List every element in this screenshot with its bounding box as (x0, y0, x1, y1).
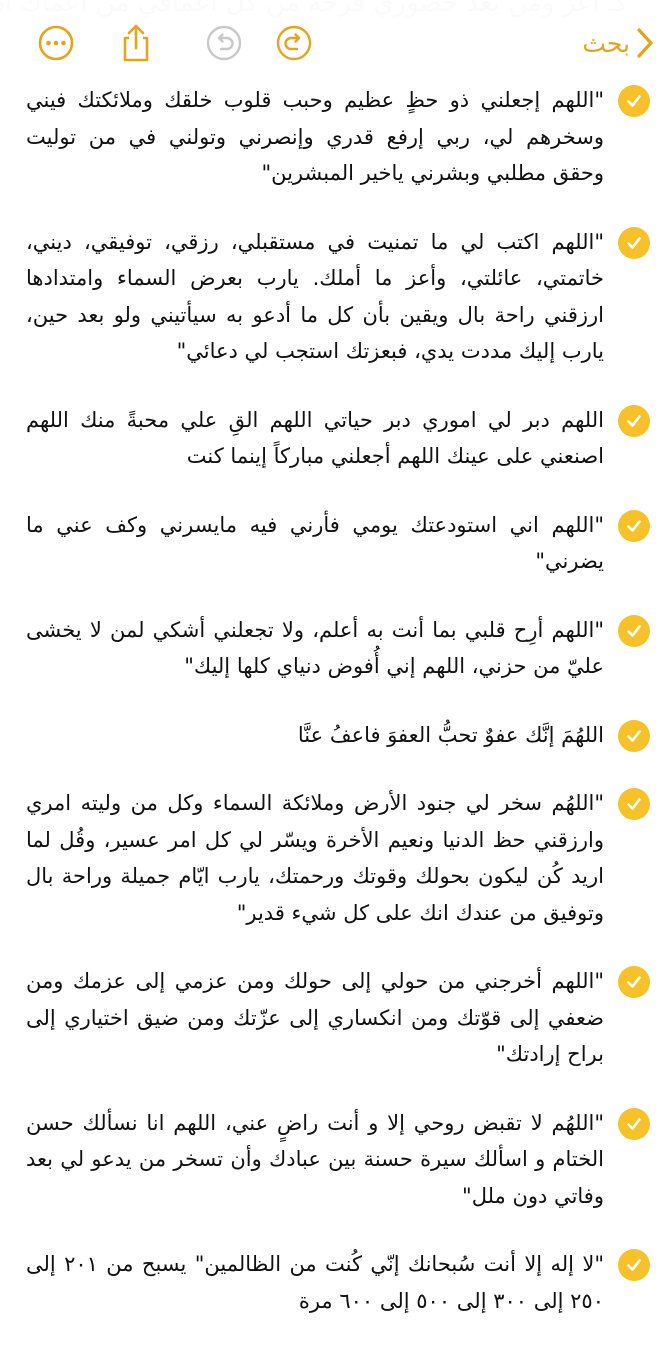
back-label: بحث (582, 28, 630, 58)
checklist-item (0, 1105, 668, 1215)
checkbox-checked[interactable] (618, 720, 650, 752)
checklist-item-text[interactable]: "لا إله إلا أنت سُبحانك إنّي كُنت من الظالمين" يسبح من ٢٠١ إلى ٢٥٠ إلى ٣٠٠ إلى ٥٠٠ إلى ٦٠٠ مرة (26, 1252, 604, 1313)
checkmark-icon (625, 727, 643, 745)
checklist-item-text[interactable]: "اللهم إجعلني ذو حظٍ عظيم وحبب قلوب خلقك وملائكتك فيني وسخرهم لي، ربي إرفع قدري وإنصرني وتولني في من توليت وحقق مطلبي وبشرني ياخير المبشرين" (26, 88, 604, 185)
checkbox-checked[interactable] (618, 966, 650, 998)
checklist-item-text[interactable]: "اللهم اكتب لي ما تمنيت في مستقبلي، رزقي، توفيقي، ديني، خاتمتي، عائلتي، وأعز ما أملك. يارب بعرض السماء وامتدادها ارزقني راحة بال ويقين بأن كل ما أدعو به سيأتيني ولو بعد حين، يارب إليك مددت يدي، فبعزتك استجب لي دعائي" (26, 229, 604, 363)
checkbox-checked[interactable] (618, 510, 650, 542)
more-options-button[interactable] (36, 23, 76, 63)
undo-button[interactable] (204, 23, 244, 63)
checklist-item-text[interactable]: "اللهم أخرجني من حولي إلى حولك ومن عزمي إلى عزمك ومن ضعفي إلى قوّتك ومن انكساري إلى عزّتك ومن ضيق اختياري إلى براح إرادتك" (26, 969, 604, 1066)
top-toolbar (0, 0, 668, 84)
checklist-item (0, 507, 668, 580)
checkmark-icon (625, 92, 643, 110)
checklist (0, 82, 668, 1351)
checkbox-checked[interactable] (618, 227, 650, 259)
share-button[interactable] (116, 23, 156, 63)
redo-button[interactable] (274, 23, 314, 63)
undo-icon (205, 24, 243, 62)
checklist-item (0, 224, 668, 370)
checkmark-icon (625, 234, 643, 252)
checkbox-checked[interactable] (618, 615, 650, 647)
share-icon (117, 22, 155, 64)
checkbox-checked[interactable] (618, 1108, 650, 1140)
checklist-item-text[interactable]: "اللهُم سخر لي جنود الأرض وملائكة السماء وكل من وليته امري وارزقني حظ الدنيا ونعيم الأخرة ويسّر لي كل امر عسير، وقُل لما اريد كُن ليكون بحولك وقوتك ورحمتك، يارب ايّام جميلة وراحة بال وتوفيق من عندك انك على كل شيء قدير" (26, 791, 604, 925)
checkmark-icon (625, 622, 643, 640)
checkmark-icon (625, 1115, 643, 1133)
checkmark-icon (625, 412, 643, 430)
chevron-left-icon (636, 27, 654, 59)
checklist-item (0, 82, 668, 192)
ellipsis-circle-icon (37, 24, 75, 62)
checklist-item-text[interactable]: "اللهم اني استودعتك يومي فأرني فيه مايسرني وكف عني ما يضرني" (26, 512, 604, 573)
redo-icon (275, 24, 313, 62)
checklist-item-text[interactable]: "اللهم أرِح قلبي بما أنت به أعلم، ولا تجعلني أشكي لمن لا يخشى عليّ من حزني، اللهم إني أُفوض دنياي كلها إليك" (26, 617, 604, 678)
checkmark-icon (625, 973, 643, 991)
checklist-item-text[interactable]: اللهُمَ إنَّك عفوٌ تحبُّ العفوَ فاعفُ عنَّا (297, 722, 604, 747)
back-button[interactable] (582, 20, 654, 66)
checklist-item (0, 717, 668, 754)
checkbox-checked[interactable] (618, 85, 650, 117)
checklist-item (0, 963, 668, 1073)
checklist-item (0, 402, 668, 475)
checkbox-checked[interactable] (618, 788, 650, 820)
checkbox-checked[interactable] (618, 1249, 650, 1281)
checkmark-icon (625, 1256, 643, 1274)
checklist-item (0, 1246, 668, 1319)
checkmark-icon (625, 795, 643, 813)
checklist-item-text[interactable]: "اللهُم لا تقبض روحي إلا و أنت راضٍ عني، اللهم انا نسألك حسن الختام و اسألك سيرة حسنة بين عبادك وأن تسخر من يدعو لي بعد وفاتي دون ملل" (26, 1110, 604, 1208)
checklist-item-text[interactable]: اللهم دبر لي اموري دبر حياتي اللهم القِ علي محبةً منك اللهم اصنعني على عينك اللهم أجعلني مباركاً إينما كنت (26, 407, 604, 468)
checkmark-icon (625, 517, 643, 535)
checkbox-checked[interactable] (618, 405, 650, 437)
checklist-item (0, 612, 668, 685)
checklist-item (0, 785, 668, 931)
